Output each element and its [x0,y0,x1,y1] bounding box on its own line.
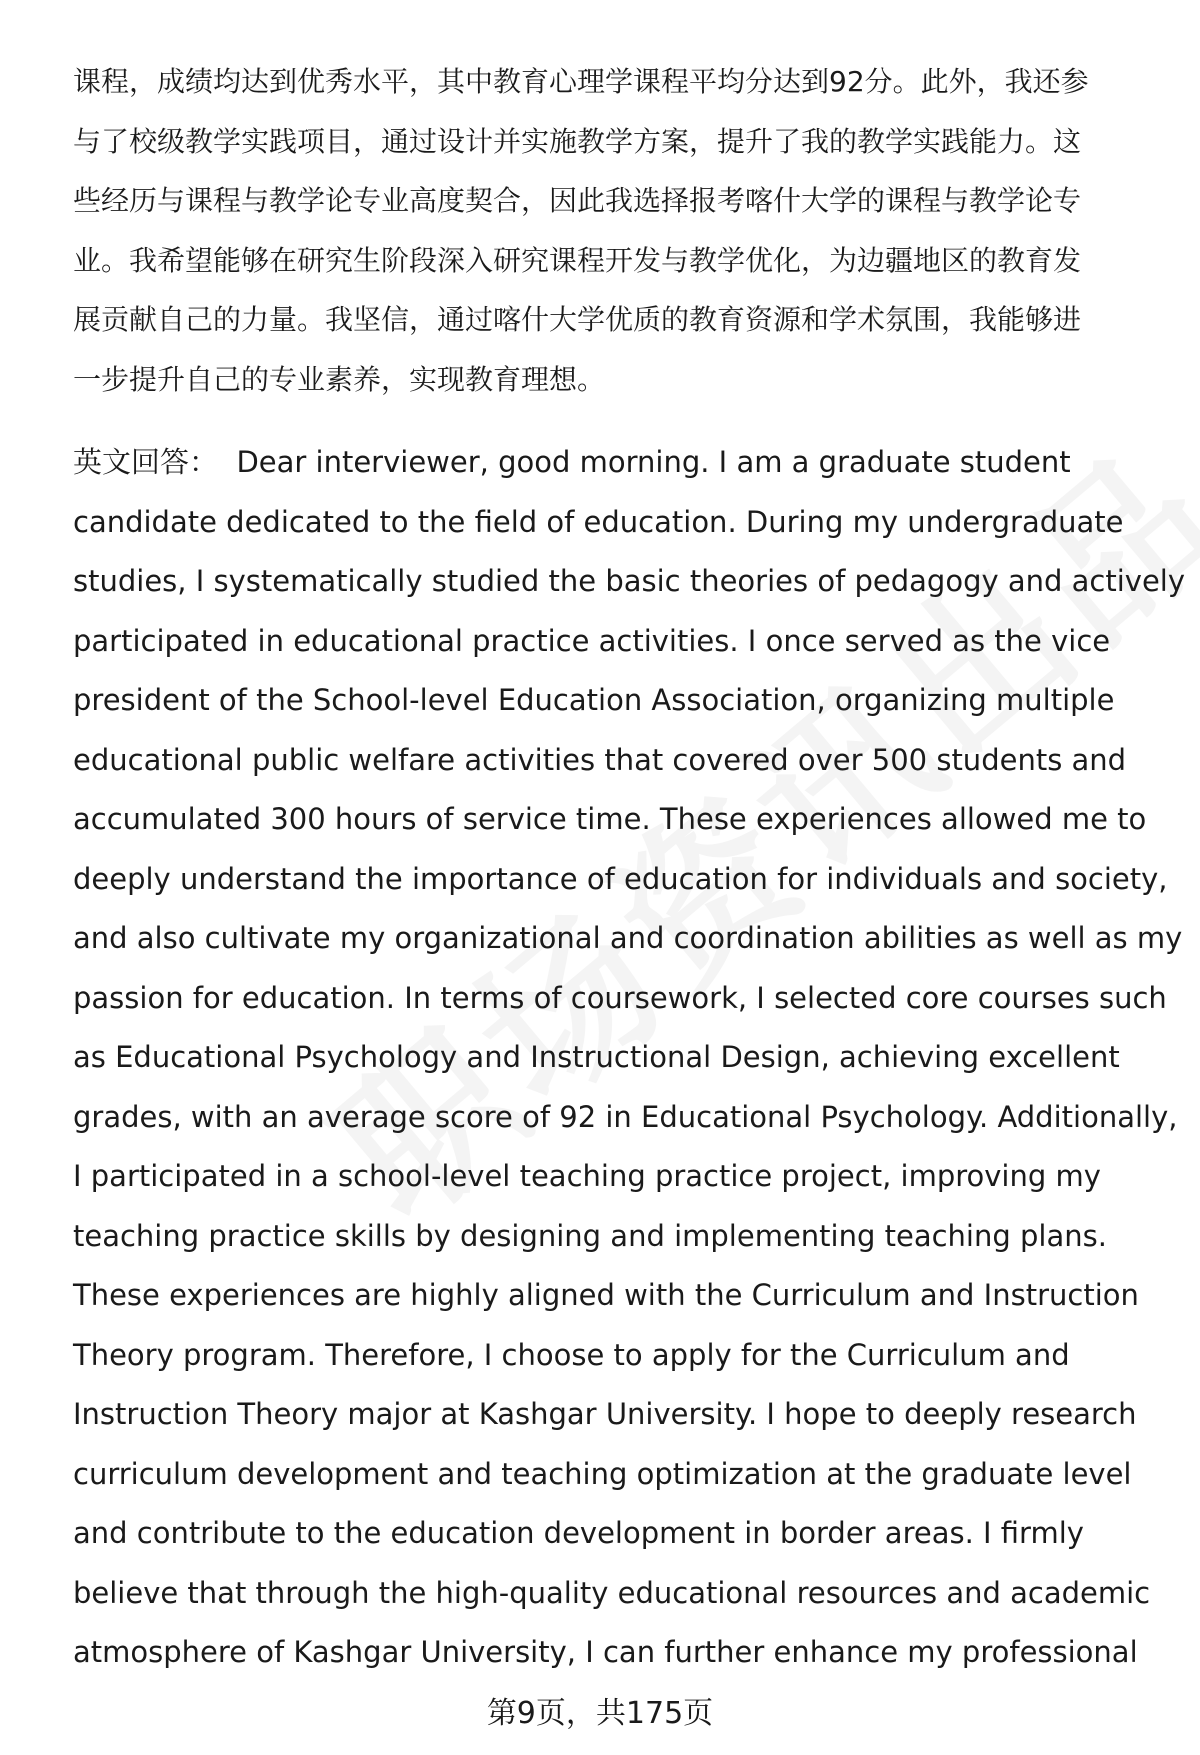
chinese-line: 与了校级教学实践项目，通过设计并实施教学方案，提升了我的教学实践能力。这 [73,124,1082,158]
page-number-footer: 第9页，共175页 [486,1696,714,1731]
english-line: curriculum development and teaching optimization at the graduate level [73,1456,1132,1491]
english-line: participated in educational practice activities. I once served as the vice [73,623,1111,658]
english-line: believe that through the high-quality educational resources and academic [73,1575,1151,1610]
english-answer-paragraph [73,433,1186,1683]
english-line: I participated in a school-level teaching practice project, improving my [73,1159,1101,1193]
english-line: Theory program. Therefore, I choose to apply for the Curriculum and [73,1337,1070,1372]
english-line: studies, I systematically studied the basic theories of pedagogy and actively [73,564,1186,598]
english-line: Instruction Theory major at Kashgar University. I hope to deeply research [73,1397,1137,1431]
chinese-line: 一步提升自己的专业素养，实现教育理想。 [73,362,606,396]
english-line: candidate dedicated to the field of education. During my undergraduate [73,504,1124,539]
english-line: atmosphere of Kashgar University, I can further enhance my professional [73,1635,1138,1669]
english-line: passion for education. In terms of coursework, I selected core courses such [73,980,1167,1015]
english-line: accumulated 300 hours of service time. These experiences allowed me to [73,802,1147,836]
english-first-line [73,433,1163,493]
english-line: grades, with an average score of 92 in Educational Psychology. Additionally, [73,1099,1178,1134]
chinese-line: 展贡献自己的力量。我坚信，通过喀什大学优质的教育资源和学术氛围，我能够进 [73,303,1082,336]
chinese-line: 些经历与课程与教学论专业高度契合，因此我选择报考喀什大学的课程与教学论专 [73,184,1082,217]
english-line: Dear interviewer, good morning. I am a graduate student [236,445,1071,479]
english-line: president of the School-level Education Association, organizing multiple [73,683,1115,717]
chinese-answer-paragraph [73,52,1153,409]
chinese-line: 业。我希望能够在研究生阶段深入研究课程开发与教学优化，为边疆地区的教育发 [73,243,1082,277]
english-line: educational public welfare activities that covered over 500 students and [73,742,1127,777]
english-line: as Educational Psychology and Instructional Design, achieving excellent [73,1040,1120,1074]
english-line: and also cultivate my organizational and coordination abilities as well as my [73,921,1183,955]
english-line: and contribute to the education development in border areas. I firmly [73,1516,1084,1550]
english-line: teaching practice skills by designing and implementing teaching plans. [73,1218,1107,1253]
english-line: These experiences are highly aligned with the Curriculum and Instruction [73,1278,1139,1312]
chinese-line: 课程，成绩均达到优秀水平，其中教育心理学课程平均分达到92分。此外，我还参 [73,65,1089,98]
english-answer-label: 英文回答： [73,445,219,479]
english-line: deeply understand the importance of education for individuals and society, [73,861,1168,896]
